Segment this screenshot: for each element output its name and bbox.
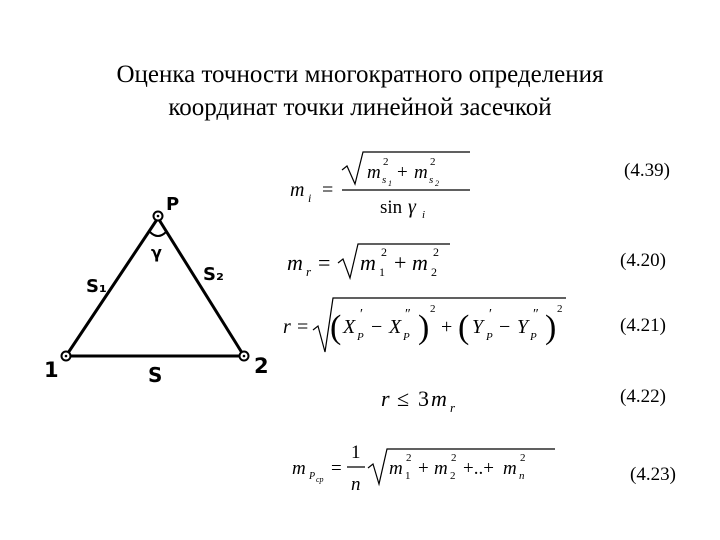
svg-text:=: = bbox=[322, 179, 334, 201]
svg-text:1: 1 bbox=[351, 442, 361, 463]
svg-text:2: 2 bbox=[430, 303, 436, 315]
svg-text:P: P bbox=[530, 331, 537, 343]
svg-text:1: 1 bbox=[379, 265, 385, 279]
svg-text:2: 2 bbox=[430, 156, 436, 168]
equation-number-4-21: (4.21) bbox=[620, 315, 666, 336]
svg-text:Y: Y bbox=[517, 316, 529, 338]
svg-text:m: m bbox=[414, 162, 428, 183]
svg-text:+..+: +..+ bbox=[463, 458, 494, 479]
svg-text:≤: ≤ bbox=[397, 386, 410, 411]
svg-text:2: 2 bbox=[450, 470, 456, 482]
svg-text:Y: Y bbox=[472, 316, 484, 338]
svg-text:+: + bbox=[441, 316, 453, 338]
svg-text:2: 2 bbox=[381, 245, 387, 259]
svg-text:i: i bbox=[308, 191, 312, 205]
svg-text:P: P bbox=[309, 471, 316, 482]
label-point-2: 2 bbox=[254, 354, 269, 378]
svg-text:1: 1 bbox=[388, 179, 392, 188]
svg-text:r: r bbox=[381, 386, 390, 411]
svg-text:′: ′ bbox=[360, 307, 364, 322]
svg-text:2: 2 bbox=[520, 452, 526, 464]
svg-text:=: = bbox=[331, 458, 342, 479]
label-side-s: S bbox=[148, 363, 163, 387]
svg-text:n: n bbox=[351, 474, 361, 495]
svg-text:1: 1 bbox=[405, 470, 411, 482]
svg-text:m: m bbox=[287, 250, 303, 275]
svg-text:m: m bbox=[290, 179, 305, 201]
svg-text:i: i bbox=[422, 209, 426, 221]
label-side-s2: S₂ bbox=[203, 264, 224, 285]
equation-number-4-22: (4.22) bbox=[620, 386, 666, 407]
svg-text:=: = bbox=[297, 316, 309, 338]
svg-text:2: 2 bbox=[383, 156, 389, 168]
title-line-2: координат точки линейной засечкой bbox=[168, 94, 552, 121]
svg-text:(: ( bbox=[458, 309, 470, 346]
svg-text:): ) bbox=[418, 309, 430, 346]
equation-number-4-20: (4.20) bbox=[620, 250, 666, 271]
svg-text:3: 3 bbox=[418, 386, 429, 411]
svg-text:P: P bbox=[403, 331, 410, 343]
svg-text:2: 2 bbox=[557, 303, 563, 315]
svg-text:s: s bbox=[382, 174, 387, 186]
svg-text:2: 2 bbox=[435, 179, 439, 188]
svg-text:′: ′ bbox=[489, 307, 493, 322]
svg-text:X: X bbox=[389, 316, 402, 338]
svg-text:m: m bbox=[503, 458, 517, 479]
equation-number-4-39: (4.39) bbox=[624, 160, 670, 181]
svg-text:2: 2 bbox=[433, 245, 439, 259]
svg-text:2: 2 bbox=[431, 265, 437, 279]
svg-text:2: 2 bbox=[406, 452, 412, 464]
svg-text:−: − bbox=[371, 316, 383, 338]
svg-text:P: P bbox=[486, 331, 493, 343]
svg-text:+: + bbox=[394, 250, 407, 275]
title-line-1: Оценка точности многократного определения bbox=[116, 61, 604, 88]
svg-text:): ) bbox=[545, 309, 557, 346]
svg-text:m: m bbox=[292, 458, 306, 479]
svg-text:m: m bbox=[434, 458, 448, 479]
svg-text:m: m bbox=[431, 386, 447, 411]
svg-text:−: − bbox=[499, 316, 511, 338]
svg-text:″: ″ bbox=[533, 307, 539, 322]
svg-text:r: r bbox=[306, 264, 312, 279]
svg-text:r: r bbox=[450, 400, 456, 415]
svg-text:γ: γ bbox=[408, 196, 416, 218]
svg-text:(: ( bbox=[330, 309, 342, 346]
svg-text:m: m bbox=[412, 250, 428, 275]
svg-text:X: X bbox=[343, 316, 356, 338]
equation-number-4-23: (4.23) bbox=[630, 464, 676, 485]
svg-text:P: P bbox=[357, 331, 364, 343]
label-gamma: γ bbox=[151, 243, 162, 262]
svg-text:s: s bbox=[429, 174, 434, 186]
svg-text:″: ″ bbox=[405, 307, 411, 322]
svg-text:+: + bbox=[397, 162, 408, 183]
svg-text:ср: ср bbox=[316, 475, 324, 484]
svg-text:m: m bbox=[389, 458, 403, 479]
svg-text:m: m bbox=[367, 162, 381, 183]
label-point-p: P bbox=[166, 194, 180, 215]
svg-text:n: n bbox=[519, 470, 525, 482]
svg-text:=: = bbox=[318, 250, 331, 275]
svg-text:sin: sin bbox=[380, 197, 403, 218]
svg-text:2: 2 bbox=[451, 452, 457, 464]
svg-text:m: m bbox=[360, 250, 376, 275]
svg-text:r: r bbox=[283, 316, 291, 338]
svg-text:+: + bbox=[418, 458, 429, 479]
label-point-1: 1 bbox=[44, 358, 59, 382]
label-side-s1: S₁ bbox=[86, 276, 107, 297]
